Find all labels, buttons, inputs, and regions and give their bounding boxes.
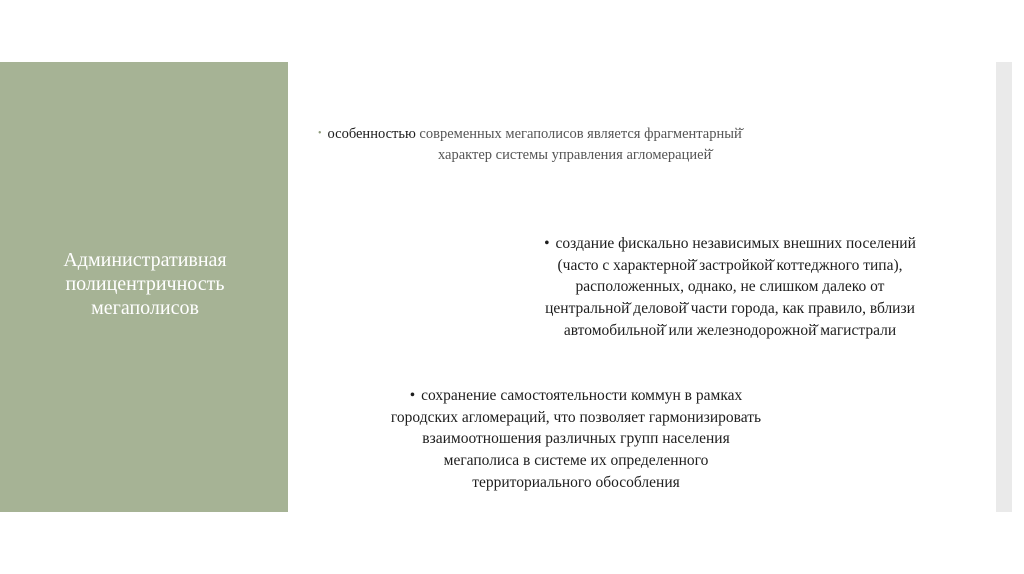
slide <box>0 62 996 512</box>
bullet-item-communes <box>316 385 836 493</box>
vertical-scrollbar[interactable] <box>996 62 1012 512</box>
bullet-text: автомобильной̆ или железнодорожной̆ магистрали <box>563 321 897 339</box>
bullet-item-fragmentation <box>318 124 918 166</box>
bullet-text: характер системы управления агломерацией̆ <box>438 147 712 164</box>
title-panel <box>0 62 288 512</box>
bullet-text: расположенных, однако, не слишком далеко от <box>575 278 885 296</box>
slide-title-line: полицентричность <box>65 273 225 295</box>
bullet-text: создание фискально независимых внешних поселений <box>555 235 916 252</box>
bullet-text: сохранение самостоятельности коммун в рамках <box>421 387 743 404</box>
bullet-text: мегаполиса в системе их определенного <box>443 452 709 470</box>
slide-title-line: мегаполисов <box>91 297 199 319</box>
bullet-marker: • <box>409 387 416 404</box>
bullet-marker: • <box>544 235 550 252</box>
slide-title <box>14 248 276 320</box>
bullet-item-fiscal-settlements <box>470 233 990 341</box>
bullet-marker: • <box>318 128 322 140</box>
bullet-text: городских агломераций, что позволяет гармонизировать <box>390 408 762 426</box>
bullet-text: территориального обособления <box>472 473 680 491</box>
bullet-text: взаимоотношения различных групп населения <box>422 430 730 448</box>
bullet-text: центральной̆ деловой̆ части города, как правило, вблизи <box>545 300 915 318</box>
bullet-lead-word: особенностью <box>327 126 416 142</box>
bullet-text: современных мегаполисов является фрагментарный̆ <box>415 126 742 142</box>
slide-title-line: Административная <box>63 249 227 271</box>
bullet-text: (часто с характерной̆ застройкой̆ коттеджного типа), <box>557 256 903 274</box>
